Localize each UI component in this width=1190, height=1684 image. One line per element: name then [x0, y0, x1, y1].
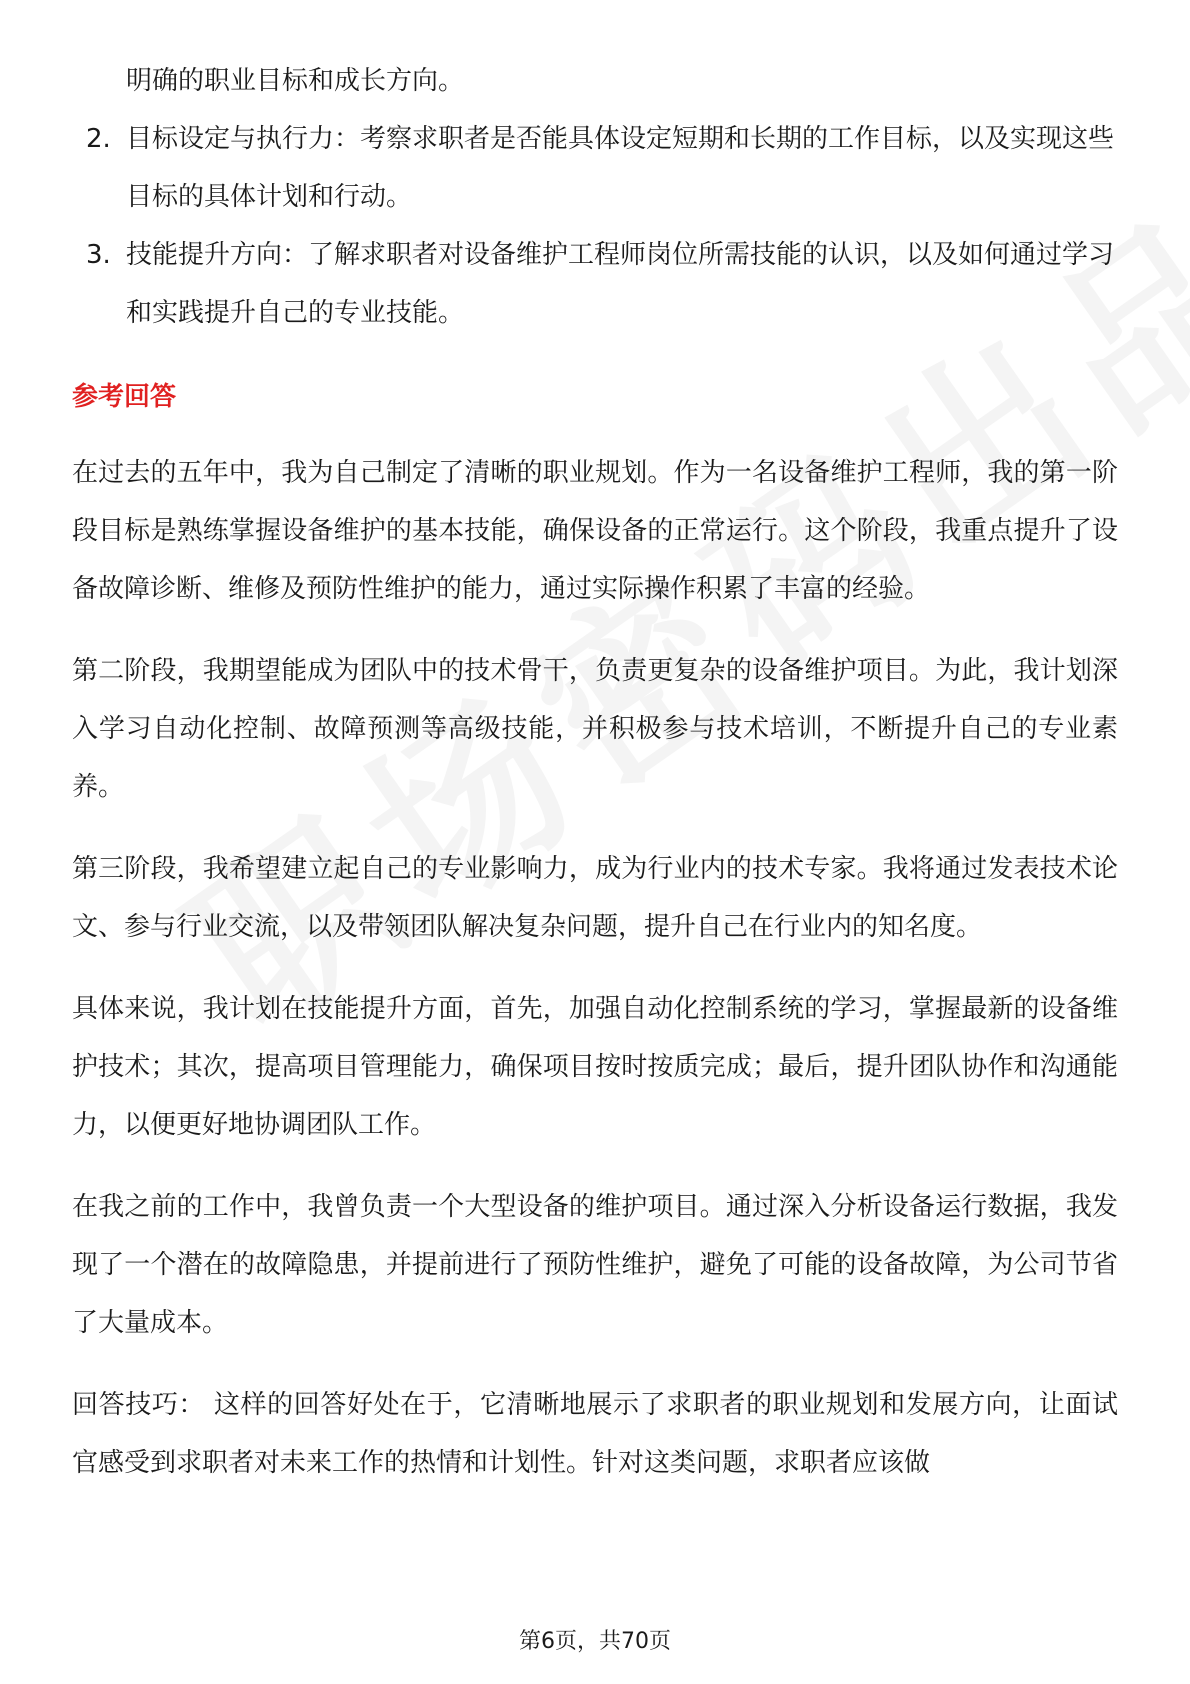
section-title-reference-answer: 参考回答 — [72, 382, 177, 412]
answer-paragraph-3: 第三阶段，我希望建立起自己的专业影响力，成为行业内的技术专家。我将通过发表技术论文、参与行业交流，以及带领团队解决复杂问题，提升自己在行业内的知名度。 — [72, 854, 1118, 942]
page-number-footer: 第6页，共70页 — [519, 1629, 671, 1654]
list-item-text: 目标设定与执行力：考察求职者是否能具体设定短期和长期的工作目标，以及实现这些目标的具体计划和行动。 — [126, 124, 1115, 212]
list-item-text: 技能提升方向：了解求职者对设备维护工程师岗位所需技能的认识，以及如何通过学习和实践提升自己的专业技能。 — [126, 240, 1115, 328]
list-item-number: 2. — [86, 124, 111, 154]
list-item-continuation: 明确的职业目标和成长方向。 — [126, 66, 465, 96]
answer-paragraph-1: 在过去的五年中，我为自己制定了清晰的职业规划。作为一名设备维护工程师，我的第一阶段目标是熟练掌握设备维护的基本技能，确保设备的正常运行。这个阶段，我重点提升了设备故障诊断、维修及预防性维护的能力，通过实际操作积累了丰富的经验。 — [72, 458, 1118, 604]
answer-paragraph-2: 第二阶段，我期望能成为团队中的技术骨干，负责更复杂的设备维护项目。为此，我计划深入学习自动化控制、故障预测等高级技能，并积极参与技术培训，不断提升自己的专业素养。 — [72, 656, 1118, 802]
list-item-number: 3. — [86, 240, 111, 270]
answer-tips-paragraph: 回答技巧： 这样的回答好处在于，它清晰地展示了求职者的职业规划和发展方向，让面试官感受到求职者对未来工作的热情和计划性。针对这类问题，求职者应该做 — [72, 1390, 1118, 1478]
evaluation-points-list — [72, 110, 1118, 342]
answer-paragraph-4: 具体来说，我计划在技能提升方面，首先，加强自动化控制系统的学习，掌握最新的设备维护技术；其次，提高项目管理能力，确保项目按时按质完成；最后，提升团队协作和沟通能力，以便更好地协调团队工作。 — [72, 994, 1118, 1140]
page-content — [72, 52, 1118, 1516]
list-item — [72, 110, 1118, 226]
answer-paragraph-5: 在我之前的工作中，我曾负责一个大型设备的维护项目。通过深入分析设备运行数据，我发现了一个潜在的故障隐患，并提前进行了预防性维护，避免了可能的设备故障，为公司节省了大量成本。 — [72, 1192, 1118, 1338]
list-item — [72, 226, 1118, 342]
